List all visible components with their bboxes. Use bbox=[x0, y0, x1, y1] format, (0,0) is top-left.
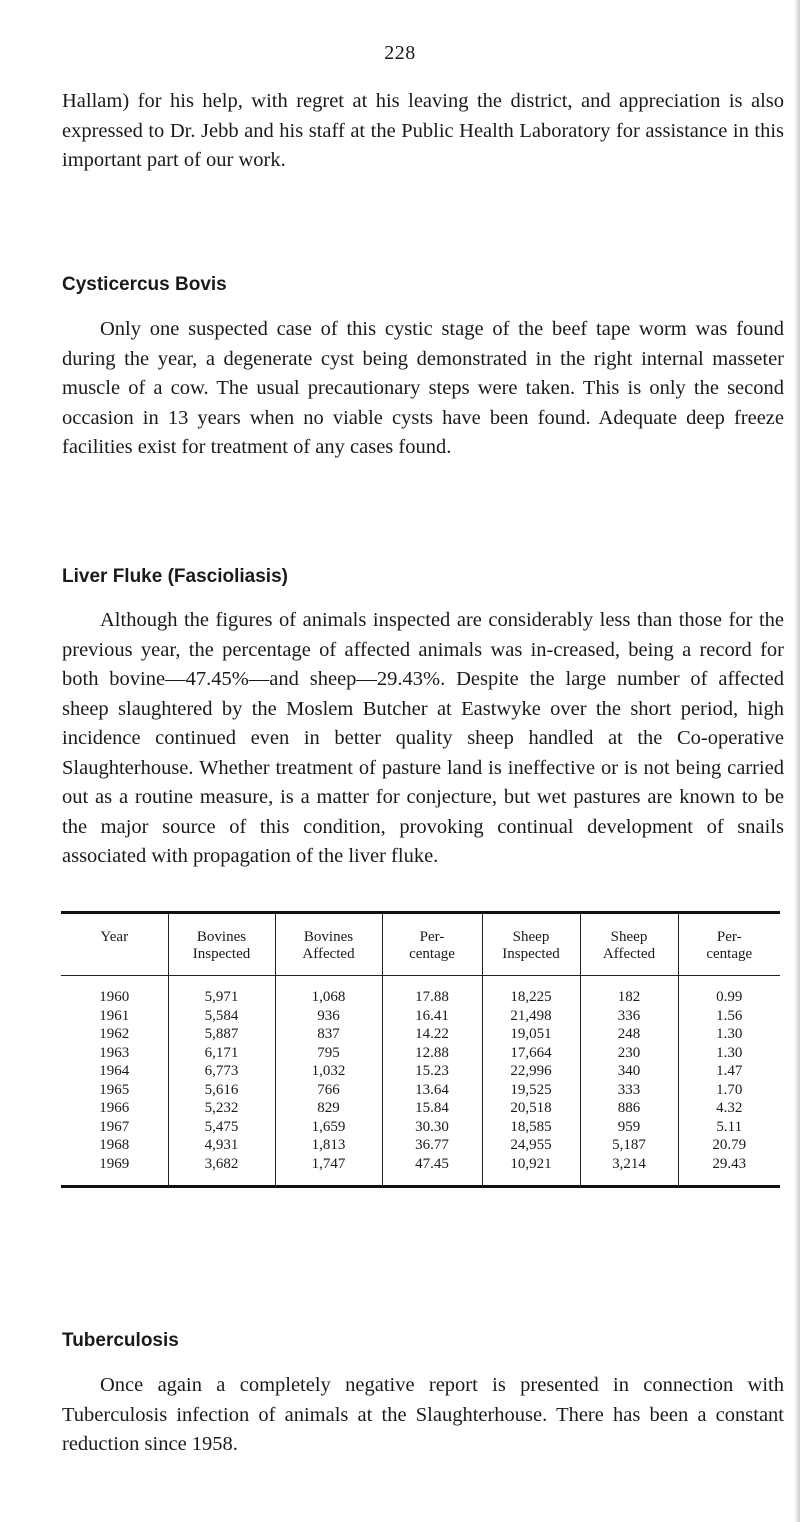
table-cell: 5,584 bbox=[168, 1007, 275, 1026]
table-cell: 17,664 bbox=[482, 1044, 580, 1063]
table-row bbox=[61, 976, 780, 1007]
table-cell: 10,921 bbox=[482, 1155, 580, 1187]
liver-fluke-table bbox=[61, 911, 780, 1188]
table-cell: 5,187 bbox=[580, 1136, 678, 1155]
table-cell: 340 bbox=[580, 1062, 678, 1081]
table-cell: 17.88 bbox=[382, 976, 482, 1007]
column-header-year: Year bbox=[61, 913, 168, 976]
table-cell: 3,682 bbox=[168, 1155, 275, 1187]
table-cell: 15.84 bbox=[382, 1099, 482, 1118]
table-cell: 29.43 bbox=[678, 1155, 780, 1187]
table-cell: 182 bbox=[580, 976, 678, 1007]
table-cell: 936 bbox=[275, 1007, 382, 1026]
table-row bbox=[61, 1136, 780, 1155]
table-cell: 18,585 bbox=[482, 1118, 580, 1137]
paragraph-tuberculosis: Once again a completely negative report is presented in connection with Tuberculosis infection of animals at the Slaughterhouse. There has been a constant reduction since 1958. bbox=[62, 1374, 784, 1455]
table-row bbox=[61, 1007, 780, 1026]
table-cell: 6,171 bbox=[168, 1044, 275, 1063]
table-cell: 20,518 bbox=[482, 1099, 580, 1118]
table-row bbox=[61, 1118, 780, 1137]
table-cell: 886 bbox=[580, 1099, 678, 1118]
table-cell: 837 bbox=[275, 1025, 382, 1044]
page-number: 228 bbox=[384, 42, 416, 64]
table-cell: 766 bbox=[275, 1081, 382, 1100]
table-header-row bbox=[61, 913, 780, 976]
table-cell: 795 bbox=[275, 1044, 382, 1063]
table-cell: 1960 bbox=[99, 989, 130, 1005]
table-cell: 5,475 bbox=[168, 1118, 275, 1137]
table-row bbox=[61, 1081, 780, 1100]
table-cell: 30.30 bbox=[382, 1118, 482, 1137]
heading-liver-fluke: Liver Fluke (Fascioliasis) bbox=[62, 566, 288, 587]
table-row bbox=[61, 1155, 780, 1187]
table-cell: 1966 bbox=[99, 1100, 130, 1116]
table-cell: 13.64 bbox=[382, 1081, 482, 1100]
table-cell: 336 bbox=[580, 1007, 678, 1026]
table-cell: 12.88 bbox=[382, 1044, 482, 1063]
table-cell: 16.41 bbox=[382, 1007, 482, 1026]
heading-tuberculosis: Tuberculosis bbox=[62, 1330, 179, 1351]
table-cell: 19,525 bbox=[482, 1081, 580, 1100]
column-header-sheep-percentage: Per- centage bbox=[678, 913, 780, 976]
table-cell: 1967 bbox=[99, 1118, 130, 1135]
table-cell: 5,971 bbox=[168, 976, 275, 1007]
table-cell: 4,931 bbox=[168, 1136, 275, 1155]
table-cell: 1.56 bbox=[678, 1007, 780, 1026]
heading-cysticercus-bovis: Cysticercus Bovis bbox=[62, 274, 227, 295]
table-cell: 1,659 bbox=[275, 1118, 382, 1137]
table-cell: 959 bbox=[580, 1118, 678, 1137]
table-cell: 5,616 bbox=[168, 1081, 275, 1100]
page-edge-shadow bbox=[794, 0, 800, 1522]
table-cell: 1,747 bbox=[275, 1155, 382, 1187]
table-cell: 21,498 bbox=[482, 1007, 580, 1026]
table-cell: 1,032 bbox=[275, 1062, 382, 1081]
table-cell: 1963 bbox=[99, 1044, 130, 1061]
table-row bbox=[61, 1025, 780, 1044]
table-cell: 1968 bbox=[99, 1137, 130, 1153]
table-cell: 5.11 bbox=[678, 1118, 780, 1137]
table-cell: 5,887 bbox=[168, 1025, 275, 1044]
paragraph-liver-fluke: Although the figures of animals inspected are considerably less than those for the previous year, the percentage of affected animals was in-creased, being a record for both bovine—47.45%—and sheep—29.43%. Despite the large number of affected sheep slaughtered by the Moslem Butcher at Eastwyke over the short period, high incidence continued even in better quality sheep handled at the Co-operative Slaughterhouse. Whether treatment of pasture land is ineffective or is not being carried out as a routine measure, is a matter for conjecture, but wet pastures are known to be the major source of this condition, provoking continual development of snails associated with propagation of the liver fluke. bbox=[62, 609, 784, 867]
table-cell: 333 bbox=[580, 1081, 678, 1100]
table-cell: 5,232 bbox=[168, 1099, 275, 1118]
table-cell: 19,051 bbox=[482, 1025, 580, 1044]
table-cell: 15.23 bbox=[382, 1062, 482, 1081]
table-cell: 24,955 bbox=[482, 1136, 580, 1155]
table-cell: 248 bbox=[580, 1025, 678, 1044]
table-cell: 4.32 bbox=[678, 1099, 780, 1118]
table-cell: 20.79 bbox=[678, 1136, 780, 1155]
table-cell: 1964 bbox=[99, 1063, 130, 1079]
table-row bbox=[61, 1044, 780, 1063]
table-row bbox=[61, 1099, 780, 1118]
table-cell: 1965 bbox=[99, 1081, 130, 1098]
table-cell: 1961 bbox=[99, 1007, 130, 1024]
table-cell: 1,813 bbox=[275, 1136, 382, 1155]
table-cell: 829 bbox=[275, 1099, 382, 1118]
table-cell: 1.30 bbox=[678, 1025, 780, 1044]
table-cell: 1.30 bbox=[678, 1044, 780, 1063]
table-cell: 1962 bbox=[99, 1026, 130, 1042]
paragraph-cysticercus-bovis: Only one suspected case of this cystic stage of the beef tape worm was found during the year, a degenerate cyst being demonstrated in the right internal masseter muscle of a cow. The usual precautionary steps were taken. This is only the second occasion in 13 years when no viable cysts have been found. Adequate deep freeze facilities exist for treatment of any cases found. bbox=[62, 318, 784, 458]
table-cell: 6,773 bbox=[168, 1062, 275, 1081]
column-header-sheep-affected: Sheep Affected bbox=[580, 913, 678, 976]
table-cell: 18,225 bbox=[482, 976, 580, 1007]
table-cell: 47.45 bbox=[382, 1155, 482, 1187]
column-header-bovines-inspected: Bovines Inspected bbox=[168, 913, 275, 976]
table-cell: 1,068 bbox=[275, 976, 382, 1007]
table-cell: 1.47 bbox=[678, 1062, 780, 1081]
intro-paragraph: Hallam) for his help, with regret at his leaving the district, and appreciation is also expressed to Dr. Jebb and his staff at the Public Health Laboratory for assistance in this important part of our work. bbox=[62, 90, 784, 171]
column-header-sheep-inspected: Sheep Inspected bbox=[482, 913, 580, 976]
table-cell: 230 bbox=[580, 1044, 678, 1063]
column-header-bovine-percentage: Per- centage bbox=[382, 913, 482, 976]
table-cell: 36.77 bbox=[382, 1136, 482, 1155]
table-cell: 22,996 bbox=[482, 1062, 580, 1081]
column-header-bovines-affected: Bovines Affected bbox=[275, 913, 382, 976]
table-cell: 1969 bbox=[99, 1155, 130, 1172]
table-cell: 0.99 bbox=[678, 976, 780, 1007]
table-cell: 14.22 bbox=[382, 1025, 482, 1044]
table-cell: 1.70 bbox=[678, 1081, 780, 1100]
table-cell: 3,214 bbox=[580, 1155, 678, 1187]
table-row bbox=[61, 1062, 780, 1081]
